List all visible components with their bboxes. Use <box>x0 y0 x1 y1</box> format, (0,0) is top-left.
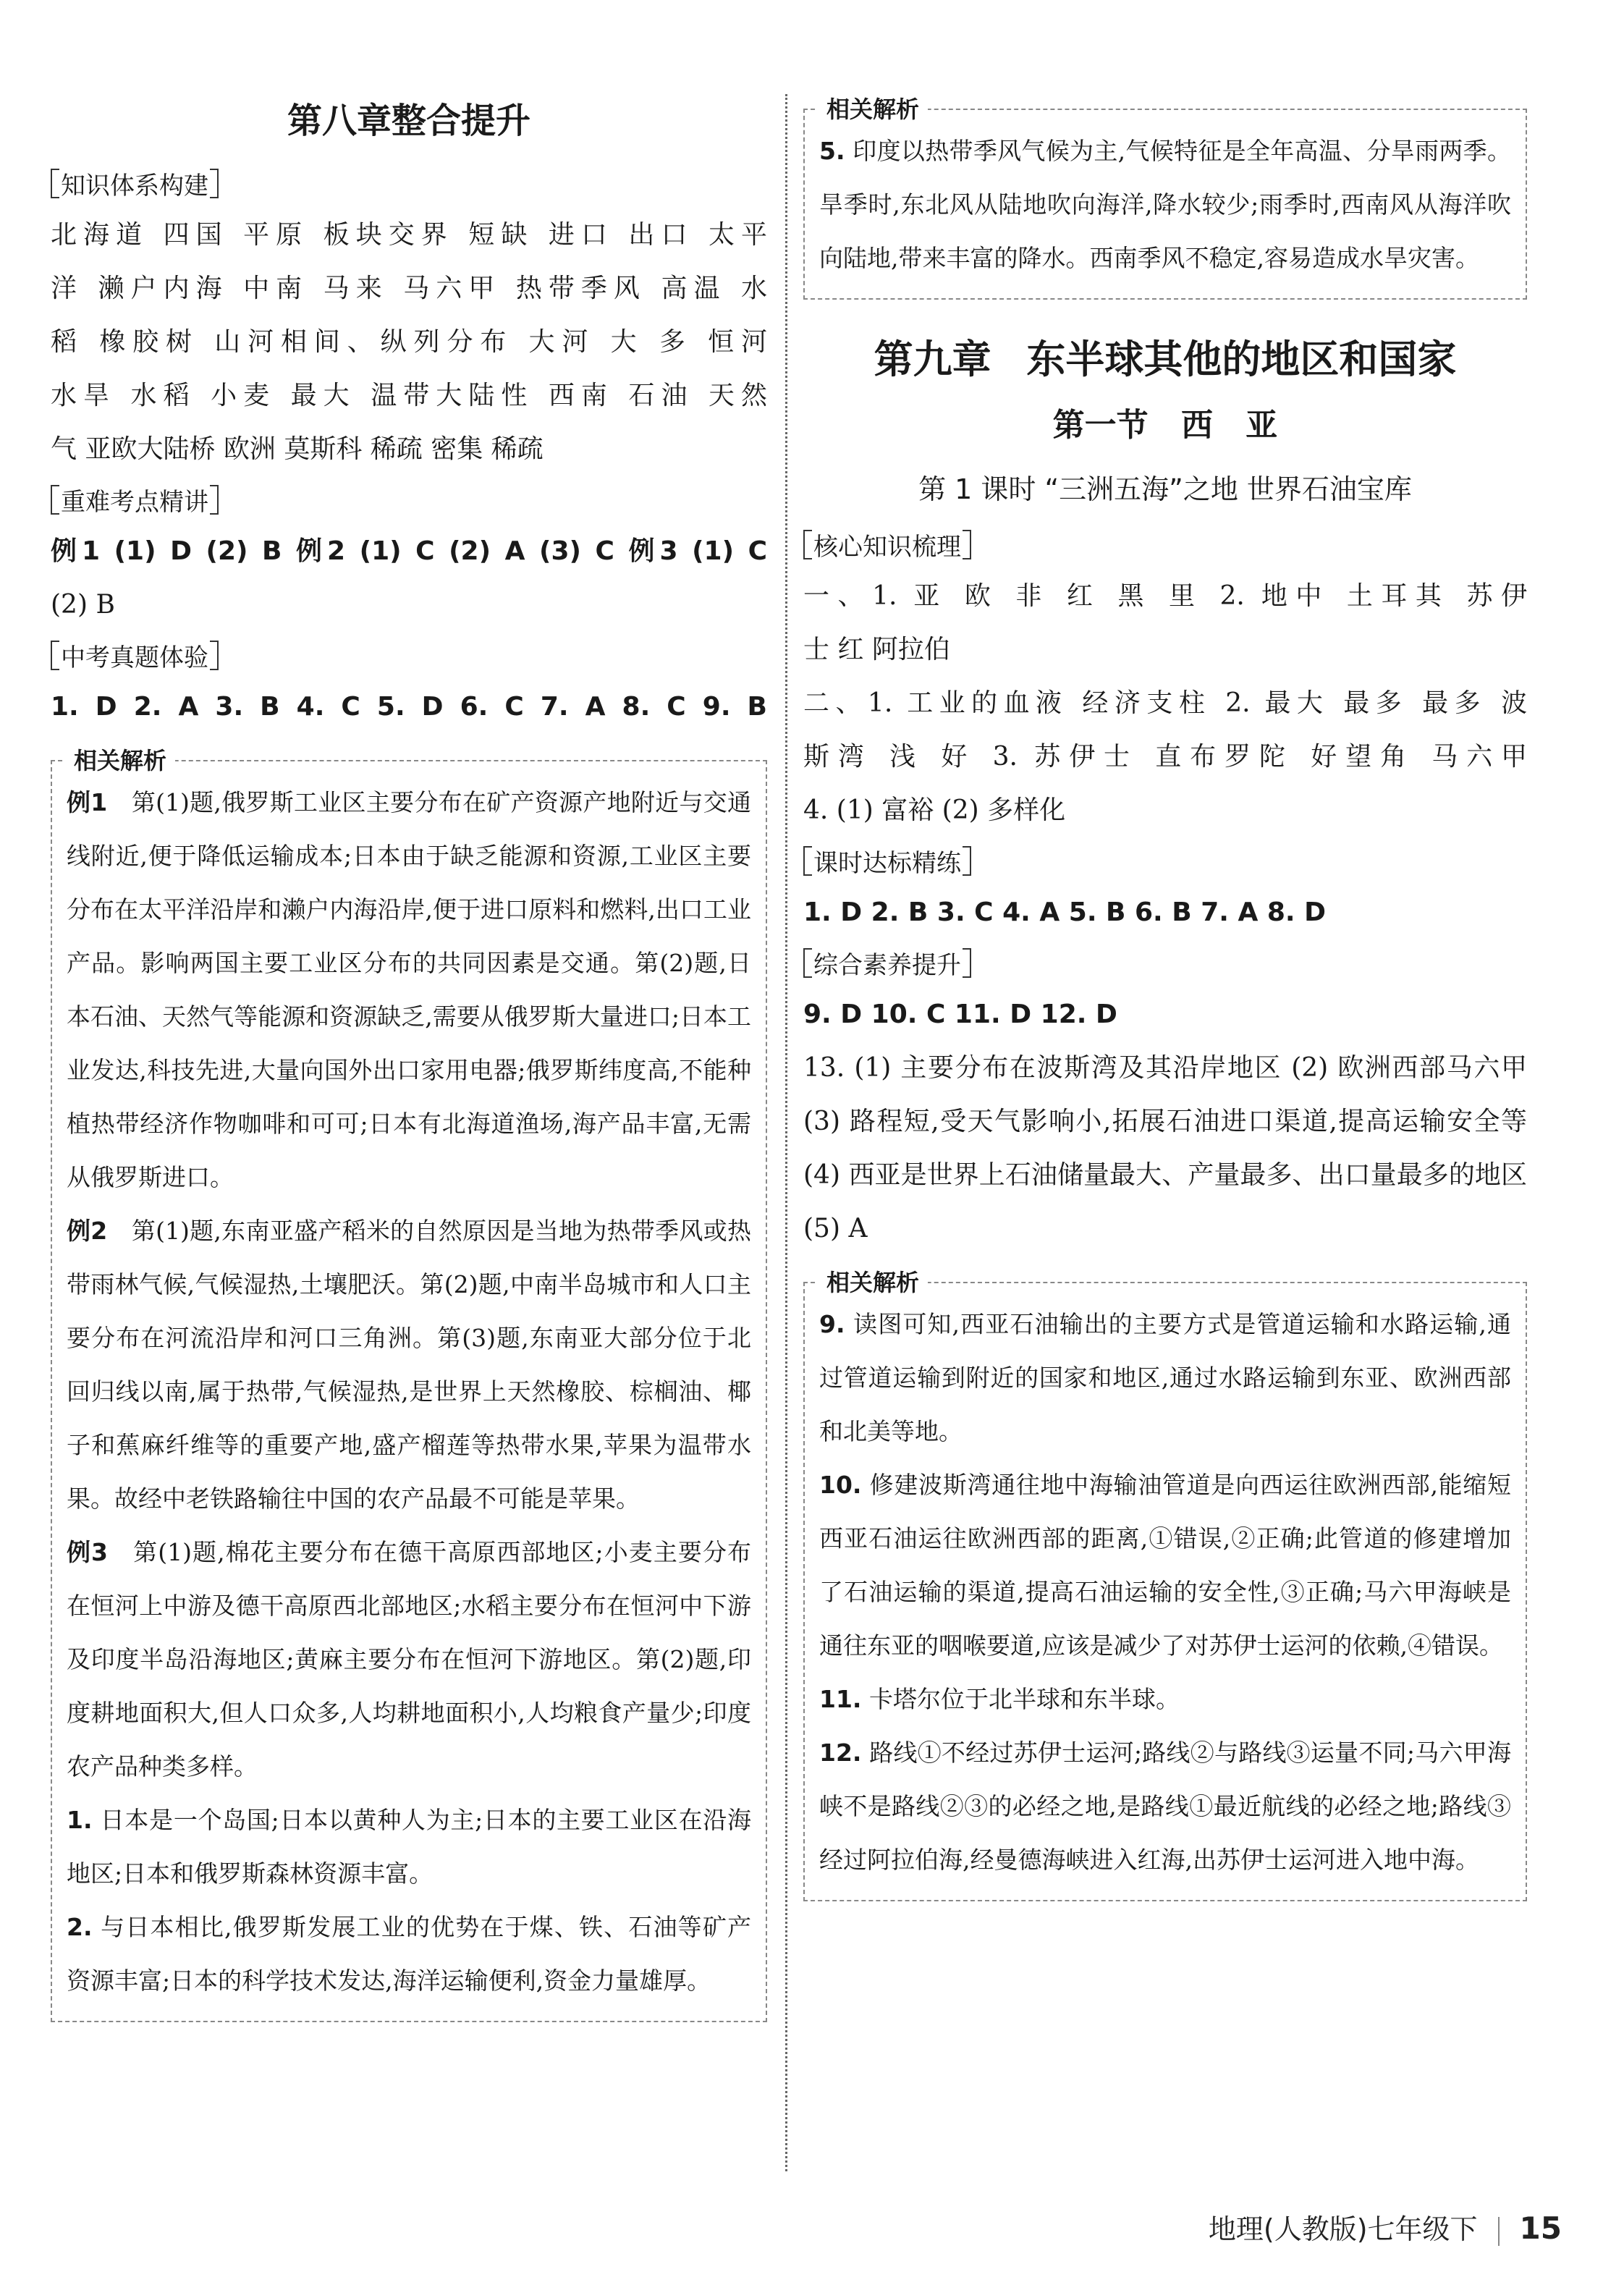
core-line: 4. (1) 富裕 (2) 多样化 <box>803 795 1066 825</box>
analysis-text: 第(1)题,棉花主要分布在德干高原西部地区;小麦主要分布在恒河上中游及德干高原西北部地区;水稻主要分布在恒河中下游及印度半岛沿海地区;黄麻主要分布在恒河下游地区。第(2)题,印度耕地面积大,但人口众多,人均耕地面积小,人均粮食产量少;印度农产品种类多样。 <box>67 1538 752 1780</box>
lesson-title: 第 1 课时 “三洲五海”之地 世界石油宝库 <box>918 473 1412 505</box>
analysis-label: 9. <box>819 1310 845 1338</box>
analysis-item <box>67 1901 751 2008</box>
analysis-item <box>819 1298 1511 1458</box>
core-line: 二、1. 工业的血液 经济支柱 2. 最大 最多 最多 波 <box>803 688 1527 718</box>
key-answers: 例1 (1) D (2) B 例2 (1) C (2) A (3) C 例3 (1) C <box>51 536 767 566</box>
core-line: 一、1. 亚 欧 非 红 黑 里 2. 地中 土耳其 苏伊 <box>803 581 1527 611</box>
column-divider <box>785 94 787 2171</box>
core-line: 士 红 阿拉伯 <box>803 635 950 664</box>
analysis-text: 路线①不经过苏伊士运河;路线②与路线③运量不同;马六甲海峡不是路线②③的必经之地,是路线①最近航线的必经之地;路线③经过阿拉伯海,经曼德海峡进入红海,出苏伊士运河进入地中海。 <box>819 1739 1511 1874</box>
right-column <box>803 80 1527 1909</box>
system-line: 稻 橡胶树 山河相间、纵列分布 大河 大 多 恒河 <box>51 327 767 357</box>
left-column <box>51 80 767 2029</box>
analysis-text: 第(1)题,东南亚盛产稻米的自然原因是当地为热带季风或热带雨林气候,气候湿热,土壤肥沃。第(2)题,中南半岛城市和人口主要分布在河流沿岸和河口三角洲。第(3)题,东南亚大部分位于北回归线以南,属于热带,气候湿热,是世界上天然橡胶、棕榈油、椰子和蕉麻纤维等的重要产地,盛产榴莲等热带水果,苹果为温带水果。故经中老铁路输往中国的农产品最不可能是苹果。 <box>67 1217 752 1513</box>
chapter-9-title: 第九章 东半球其他的地区和国家 <box>874 337 1457 382</box>
analysis-label: 10. <box>819 1471 862 1499</box>
analysis-box-left <box>51 747 767 2022</box>
key-answers: (2) B <box>51 590 115 620</box>
analysis-text: 印度以热带季风气候为主,气候特征是全年高温、分旱雨两季。旱季时,东北风从陆地吹向海洋,降水较少;雨季时,西南风从海洋吹向陆地,带来丰富的降水。西南季风不稳定,容易造成水旱灾害。 <box>819 137 1511 272</box>
analysis-box-title: 相关解析 <box>65 743 175 776</box>
analysis-text: 修建波斯湾通往地中海输油管道是向西运往欧洲西部,能缩短西亚石油运往欧洲西部的距离,①错误,②正确;此管道的修建增加了石油运输的渠道,提高石油运输的安全性,③正确;马六甲海峡是通往东亚的咽喉要道,应该是减少了对苏伊士运河的依赖,④错误。 <box>819 1471 1511 1660</box>
analysis-label: 例3 <box>67 1538 109 1566</box>
footer-separator <box>1498 2217 1500 2246</box>
analysis-item <box>67 1794 751 1901</box>
analysis-text: 第(1)题,俄罗斯工业区主要分布在矿产资源产地附近与交通线附近,便于降低运输成本;日本由于缺乏能源和资源,工业区主要分布在太平洋沿岸和濑户内海沿岸,便于进口原料和燃料,出口工业产品。影响两国主要工业区分布的共同因素是交通。第(2)题,日本石油、天然气等能源和资源缺乏,需要从俄罗斯大量进口;日本工业发达,科技先进,大量向国外出口家用电器;俄罗斯纬度高,不能种植热带经济作物咖啡和可可;日本有北海道渔场,海产品丰富,无需从俄罗斯进口。 <box>67 788 752 1191</box>
page-footer <box>1209 2207 1562 2247</box>
analysis-label: 2. <box>67 1913 93 1941</box>
section-comprehensive: 综合素养提升 <box>803 945 971 981</box>
analysis-label: 1. <box>67 1806 93 1834</box>
analysis-text: 日本是一个岛国;日本以黄种人为主;日本的主要工业区在沿海地区;日本和俄罗斯森林资源丰富。 <box>67 1806 751 1888</box>
analysis-item <box>819 1458 1511 1673</box>
analysis-item <box>819 1726 1511 1887</box>
analysis-label: 12. <box>819 1739 862 1767</box>
analysis-box-top-right <box>803 96 1527 300</box>
analysis-box-bottom-right <box>803 1269 1527 1901</box>
comp-answers: 9. D 10. C 11. D 12. D <box>803 1000 1117 1029</box>
analysis-text: 读图可知,西亚石油输出的主要方式是管道运输和水路运输,通过管道运输到附近的国家和地区,通过水路运输到东亚、欧洲西部和北美等地。 <box>819 1310 1511 1445</box>
section-title: 第一节 西 亚 <box>1052 407 1278 444</box>
section-knowledge-system: 知识体系构建 <box>51 166 219 201</box>
analysis-text: 卡塔尔位于北半球和东半球。 <box>868 1685 1180 1713</box>
footer-subject: 地理(人教版)七年级下 <box>1208 2213 1478 2245</box>
page-number: 15 <box>1519 2210 1562 2246</box>
analysis-item <box>819 124 1511 285</box>
analysis-box-title: 相关解析 <box>818 91 928 124</box>
section-core-knowledge: 核心知识梳理 <box>803 527 971 562</box>
section-exam-practice: 中考真题体验 <box>51 638 219 673</box>
system-line: 北海道 四国 平原 板块交界 短缺 进口 出口 太平 <box>51 220 767 250</box>
analysis-item <box>67 1204 751 1526</box>
system-line: 洋 濑户内海 中南 马来 马六甲 热带季风 高温 水 <box>51 274 767 303</box>
analysis-text: 与日本相比,俄罗斯发展工业的优势在于煤、铁、石油等矿产资源丰富;日本的科学技术发达,海洋运输便利,资金力量雄厚。 <box>67 1913 751 1995</box>
analysis-item <box>67 776 751 1204</box>
analysis-box-title: 相关解析 <box>818 1264 928 1298</box>
question-13-answer: 13. (1) 主要分布在波斯湾及其沿岸地区 (2) 欧洲西部马六甲 (3) 路程短,受天气影响小,拓展石油进口渠道,提高运输安全等 (4) 西亚是世界上石油储量最大、产量最多、出口量最多的地区 (5) A <box>803 1053 1527 1243</box>
section-key-points: 重难考点精讲 <box>51 482 219 518</box>
exam-answers: 1. D 2. A 3. B 4. C 5. D 6. C 7. A 8. C 9. B <box>51 692 767 722</box>
analysis-item <box>67 1526 751 1794</box>
analysis-label: 例2 <box>67 1217 108 1245</box>
lesson-answers: 1. D 2. B 3. C 4. A 5. B 6. B 7. A 8. D <box>803 897 1327 927</box>
system-line: 气 亚欧大陆桥 欧洲 莫斯科 稀疏 密集 稀疏 <box>51 434 544 464</box>
analysis-item <box>819 1673 1511 1726</box>
chapter-8-title: 第八章整合提升 <box>287 101 530 141</box>
section-lesson-practice: 课时达标精练 <box>803 843 971 879</box>
analysis-label: 5. <box>819 137 845 165</box>
system-line: 水旱 水稻 小麦 最大 温带大陆性 西南 石油 天然 <box>51 381 767 410</box>
analysis-label: 11. <box>819 1685 862 1713</box>
core-line: 斯湾 浅 好 3. 苏伊士 直布罗陀 好望角 马六甲 <box>803 742 1527 772</box>
analysis-label: 例1 <box>67 788 108 816</box>
